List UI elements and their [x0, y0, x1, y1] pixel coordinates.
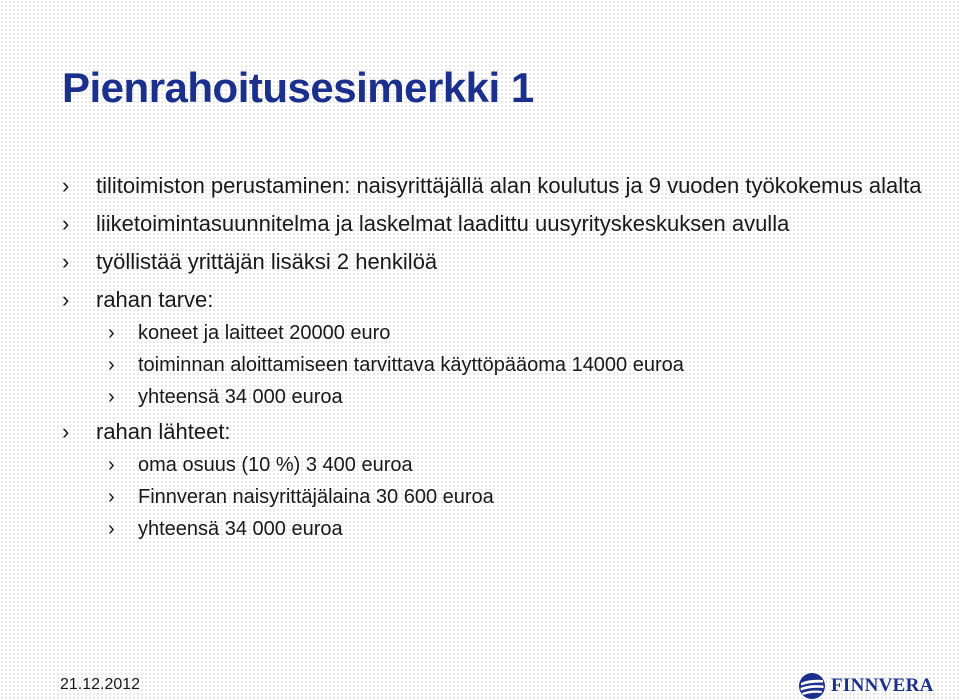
sub-list-item — [62, 516, 922, 542]
list-item-text: oma osuus (10 %) 3 400 euroa — [138, 454, 413, 476]
bullet-icon: › — [108, 386, 115, 408]
bullet-icon: › — [62, 211, 70, 236]
list-item-text: koneet ja laitteet 20000 euro — [138, 322, 391, 344]
finnvera-logo — [798, 672, 934, 700]
sub-list-item — [62, 384, 922, 410]
bullet-icon: › — [108, 518, 115, 540]
finnvera-logo-icon — [798, 672, 826, 700]
sub-list-item — [62, 352, 922, 378]
list-item-text: tilitoimiston perustaminen: naisyrittäjällä alan koulutus ja 9 vuoden työkokemus alalta — [96, 173, 922, 198]
finnvera-logo-text: FINNVERA — [831, 675, 934, 696]
bullet-icon: › — [108, 486, 115, 508]
bullet-icon: › — [108, 454, 115, 476]
list-item-text: työllistää yrittäjän lisäksi 2 henkilöä — [96, 249, 438, 274]
slide-title: Pienrahoitusesimerkki 1 — [62, 64, 534, 111]
sub-list-item — [62, 452, 922, 478]
footer-date: 21.12.2012 — [60, 676, 141, 693]
list-item-text: toiminnan aloittamiseen tarvittava käyttöpääoma 14000 euroa — [138, 354, 684, 376]
list-item-text: rahan tarve: — [96, 287, 214, 312]
list-item — [62, 172, 922, 200]
bullet-list — [62, 172, 922, 542]
sub-list-item — [62, 484, 922, 510]
list-item-text: liiketoimintasuunnitelma ja laskelmat laadittu uusyrityskeskuksen avulla — [96, 211, 790, 236]
list-item — [62, 286, 922, 314]
list-item-text: rahan lähteet: — [96, 419, 231, 444]
bullet-icon: › — [108, 322, 115, 344]
sub-list-item — [62, 320, 922, 346]
list-item — [62, 210, 922, 238]
list-item-text: yhteensä 34 000 euroa — [138, 518, 343, 540]
list-item-text: yhteensä 34 000 euroa — [138, 386, 343, 408]
bullet-icon: › — [62, 287, 70, 312]
bullet-icon: › — [62, 173, 70, 198]
list-item — [62, 418, 922, 446]
list-item — [62, 248, 922, 276]
bullet-icon: › — [62, 419, 70, 444]
list-item-text: Finnveran naisyrittäjälaina 30 600 euroa — [138, 486, 494, 508]
bullet-icon: › — [108, 354, 115, 376]
bullet-icon: › — [62, 249, 70, 274]
